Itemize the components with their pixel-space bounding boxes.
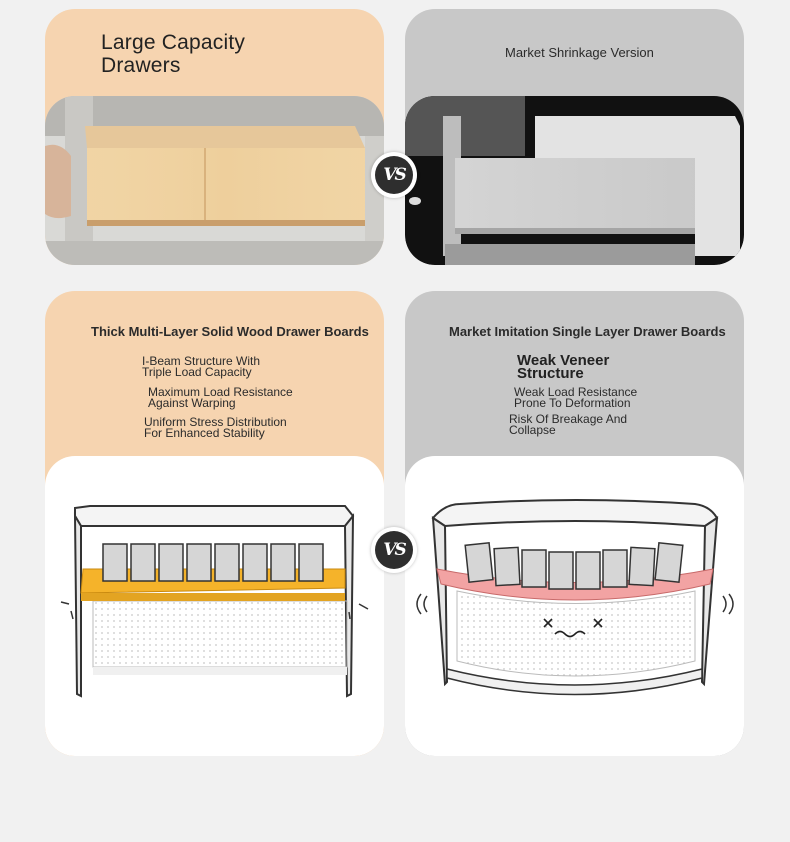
feature-stress: Uniform Stress Distribution For Enhanced Stability	[144, 415, 287, 440]
veneer-board-card	[405, 291, 744, 756]
vs-badge: VS	[371, 152, 417, 198]
market-shrinkage-card	[405, 9, 744, 265]
solid-board-diagram-panel	[45, 456, 384, 756]
market-shrinkage-title: Market Shrinkage Version	[505, 45, 654, 60]
feature-collapse: Risk Of Breakage And Collapse	[509, 412, 628, 437]
feature-deformation: Weak Load Resistance Prone To Deformation	[514, 385, 638, 410]
veneer-board-diagram-panel	[405, 456, 744, 756]
veneer-title: Market Imitation Single Layer Drawer Boards	[449, 324, 726, 339]
feature-ibeam: I-Beam Structure With Triple Load Capacity	[142, 354, 261, 379]
wood-drawer-photo	[45, 96, 384, 265]
solid-board-illustration	[45, 456, 384, 756]
large-capacity-card	[45, 9, 384, 265]
veneer-board-illustration	[405, 456, 744, 756]
weak-veneer-headline: Weak Veneer Structure	[517, 352, 610, 382]
large-capacity-title: Large Capacity Drawers	[101, 31, 246, 77]
feature-warping: Maximum Load Resistance Against Warping	[148, 385, 293, 410]
gray-drawer-photo	[405, 96, 744, 265]
solid-wood-title: Thick Multi-Layer Solid Wood Drawer Boards	[91, 324, 369, 339]
vs-badge-bottom: VS	[371, 527, 417, 573]
solid-wood-board-card	[45, 291, 384, 756]
